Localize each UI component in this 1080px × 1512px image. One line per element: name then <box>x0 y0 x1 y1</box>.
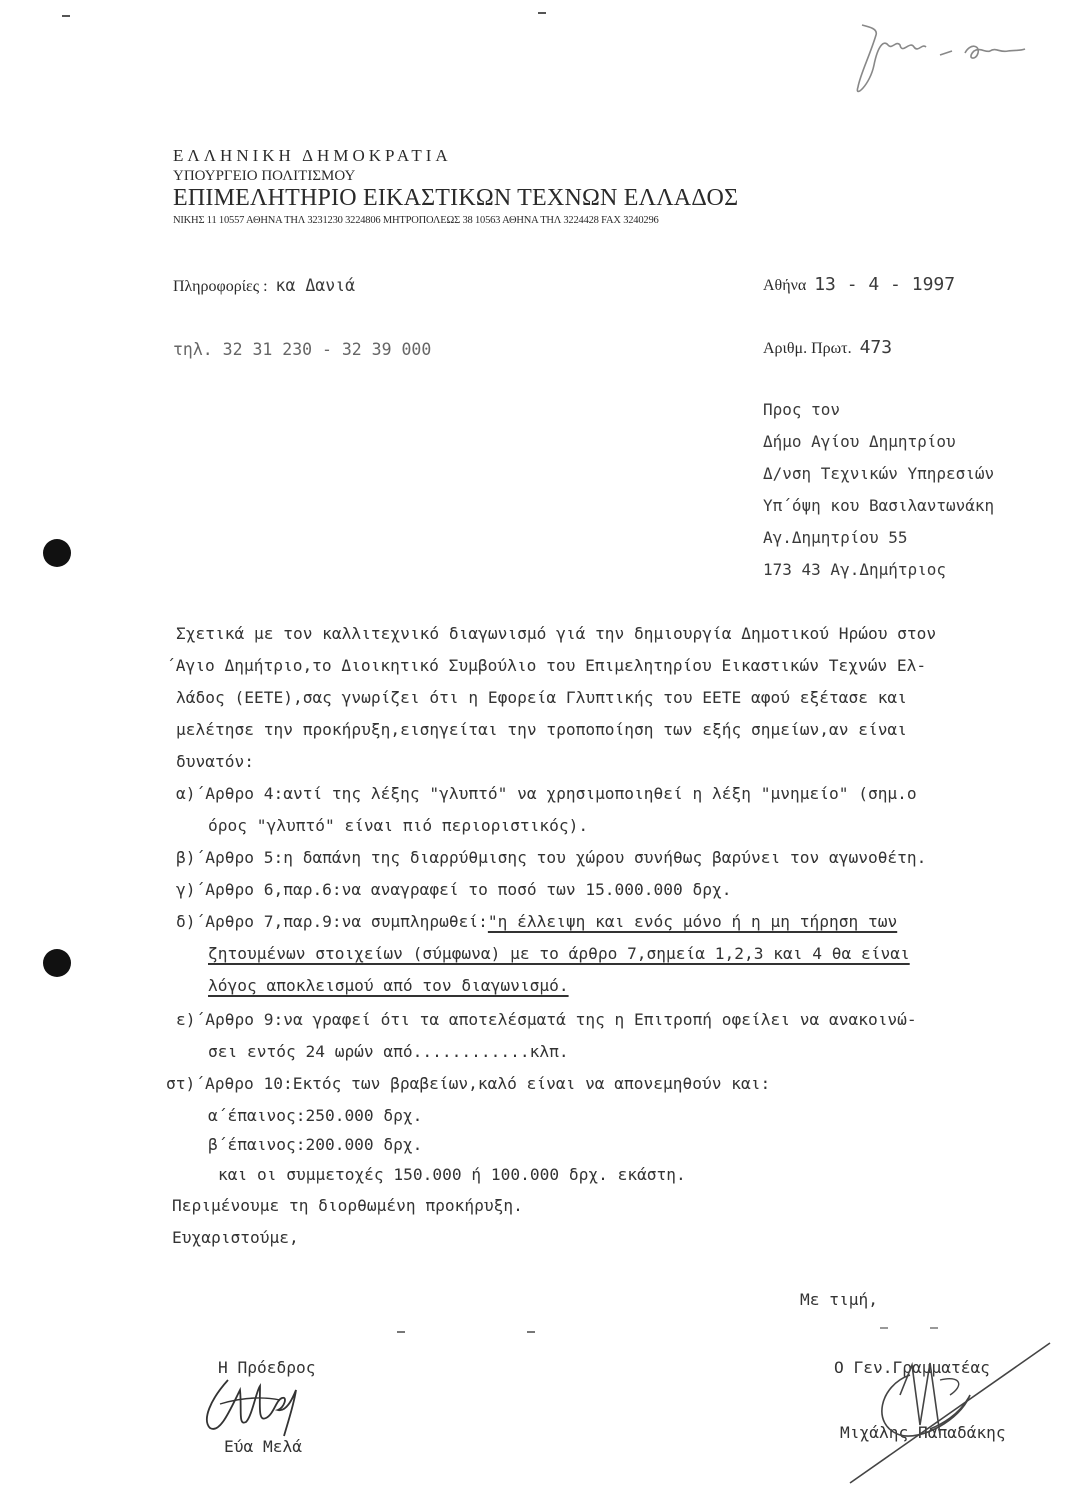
recipient-line: Προς τον <box>763 400 841 419</box>
item-f-sub: α΄έπαινος:250.000 δρχ. <box>208 1106 423 1125</box>
letterhead-ministry: ΥΠΟΥΡΓΕΙΟ ΠΟΛΙΤΙΣΜΟΥ <box>173 168 356 184</box>
item-a-line: όρος "γλυπτό" είναι πιό περιοριστικός). <box>208 816 589 835</box>
item-f: στ)΄Αρθρο 10:Εκτός των βραβείων,καλό είναι να απονεμηθούν και: <box>166 1074 771 1093</box>
item-d-prefix: δ)΄Αρθρο 7,παρ.9:να συμπληρωθεί: <box>176 912 488 931</box>
closing-line: Ευχαριστούμε, <box>172 1228 299 1247</box>
item-d-line <box>176 912 897 931</box>
protocol-label: Αριθμ. Πρωτ. <box>763 340 852 357</box>
body-intro-line: δυνατόν: <box>176 752 254 771</box>
body-intro-line: λάδος (ΕΕΤΕ),σας γνωρίζει ότι η Εφορεία Γλυπτικής του ΕΕΤΕ αφού εξέτασε και <box>176 688 907 707</box>
recipient-line: Δήμο Αγίου Δημητρίου <box>763 432 956 451</box>
body-intro-line: μελέτησε την προκήρυξη,εισηγείται την τροποποίηση των εξής σημείων,αν είναι <box>176 720 907 739</box>
item-d-quote: "η έλλειψη και ενός μόνο ή η μη τήρηση των <box>487 912 898 931</box>
item-b: β)΄Αρθρο 5:η δαπάνη της διαρρύθμισης του χώρου συνήθως βαρύνει τον αγωνοθέτη. <box>176 848 927 867</box>
scan-mark <box>397 1331 405 1333</box>
item-e-line: ε)΄Αρθρο 9:να γραφεί ότι τα αποτελέσματά της η Επιτροπή οφείλει να ανακοινώ- <box>176 1010 917 1029</box>
signatory-left-name: Εύα Μελά <box>224 1437 302 1456</box>
protocol-number: 473 <box>859 337 893 358</box>
punch-hole-bottom <box>43 949 71 977</box>
body-intro-line: ΄Αγιο Δημήτριο,το Διοικητικό Συμβούλιο του Επιμελητηρίου Εικαστικών Τεχνών Ελ- <box>166 656 927 675</box>
recipient-line: 173 43 Αγ.Δημήτριος <box>763 560 947 579</box>
closing-line: Περιμένουμε τη διορθωμένη προκήρυξη. <box>172 1196 523 1215</box>
item-d-quote: ζητουμένων στοιχείων (σύμφωνα) με το άρθρο 7,σημεία 1,2,3 και 4 θα είναι <box>208 944 910 963</box>
item-f-sub: και οι συμμετοχές 150.000 ή 100.000 δρχ. εκάστη. <box>218 1165 686 1184</box>
date-row <box>763 274 955 295</box>
signatory-right-title: Ο Γεν.Γραμματέας <box>834 1358 990 1377</box>
signature-right <box>840 1325 1060 1490</box>
item-e-line: σει εντός 24 ωρών από............κλπ. <box>208 1042 569 1061</box>
signatory-left-title: Η Πρόεδρος <box>218 1358 316 1377</box>
info-label: Πληροφορίες : <box>173 278 268 295</box>
date-value: 13 - 4 - 1997 <box>814 274 956 295</box>
recipient-line: Υπ΄όψη κου Βασιλαντωνάκη <box>763 496 995 515</box>
recipient-line: Αγ.Δημητρίου 55 <box>763 528 908 547</box>
scan-mark <box>62 15 70 17</box>
protocol-row <box>763 337 892 358</box>
letterhead-republic: ΕΛΛΗΝΙΚΗ ΔΗΜΟΚΡΑΤΙΑ <box>173 146 452 165</box>
scan-mark <box>527 1331 535 1333</box>
scan-mark <box>538 12 546 14</box>
info-phone: τηλ. 32 31 230 - 32 39 000 <box>173 340 432 359</box>
punch-hole-top <box>43 539 71 567</box>
recipient-line: Δ/νση Τεχνικών Υπηρεσιών <box>763 464 995 483</box>
letterhead-contact: ΝΙΚΗΣ 11 10557 ΑΘΗΝΑ ΤΗΛ 3231230 3224806 ΜΗΤΡΟΠΟΛΕΩΣ 38 10563 ΑΘΗΝΑ ΤΗΛ 3224428 FAX 3240296 <box>173 215 659 226</box>
signoff: Με τιμή, <box>800 1290 878 1309</box>
item-c: γ)΄Αρθρο 6,παρ.6:να αναγραφεί το ποσό των 15.000.000 δρχ. <box>176 880 732 899</box>
body-intro-line: Σχετικά με τον καλλιτεχνικό διαγωνισμό γιά την δημιουργία Δημοτικού Ηρώου στον <box>176 624 937 643</box>
date-label: Αθήνα <box>763 277 807 294</box>
item-f-sub: β΄έπαινος:200.000 δρχ. <box>208 1135 423 1154</box>
info-value: κα Δανιά <box>275 276 356 295</box>
signature-left <box>200 1370 310 1445</box>
letterhead-organization: ΕΠΙΜΕΛΗΤΗΡΙΟ ΕΙΚΑΣΤΙΚΩΝ ΤΕΧΝΩΝ ΕΛΛΑΔΟΣ <box>173 185 739 211</box>
item-a-line: α)΄Αρθρο 4:αντί της λέξης "γλυπτό" να χρησιμοποιηθεί η λέξη "μνημείο" (σημ.ο <box>176 784 917 803</box>
info-row <box>173 276 355 296</box>
item-d-quote: λόγος αποκλεισμού από τον διαγωνισμό. <box>208 976 569 995</box>
signatory-right-name: Μιχάλης Παπαδάκης <box>840 1423 1006 1442</box>
handwritten-note <box>840 15 1030 95</box>
